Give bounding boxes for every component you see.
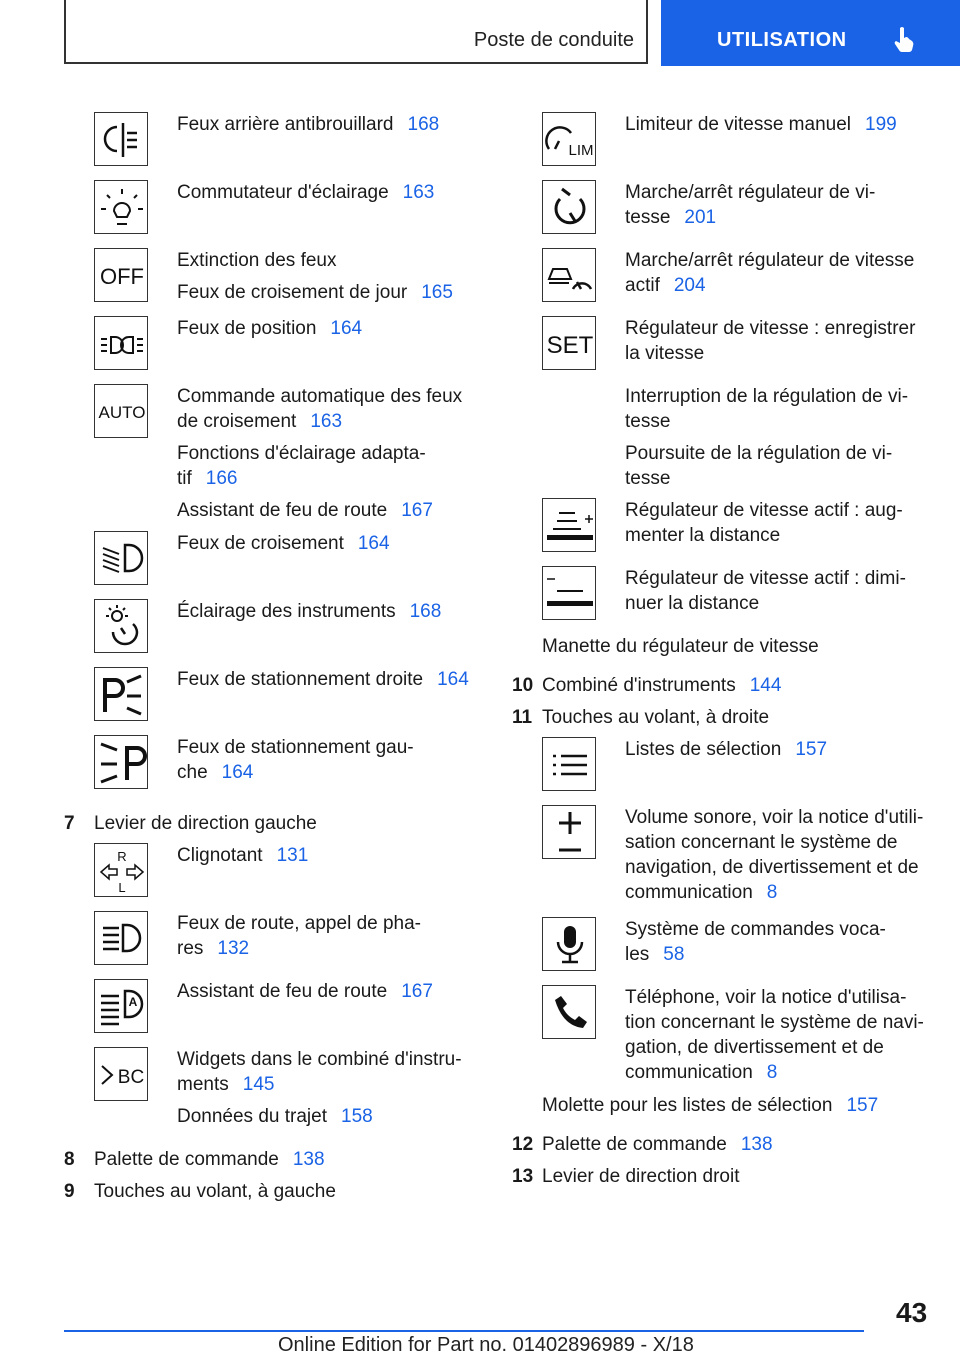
auto-icon <box>94 384 148 438</box>
item-label: Volume sonore, voir la notice d'utili-sation concernant le système de navigation, de divertissement et de communication <box>625 807 924 903</box>
page-ref-link[interactable]: 163 <box>402 182 435 203</box>
numbered-item <box>512 1164 932 1196</box>
page-ref-link[interactable]: 165 <box>421 282 453 303</box>
item-label: Levier de direction droit <box>542 1166 740 1187</box>
page-ref-link[interactable]: 145 <box>242 1074 275 1095</box>
section-title: Poste de conduite <box>473 29 634 51</box>
item-label: Commutateur d'éclairage <box>177 182 389 203</box>
item-label: Poursuite de la régulation de vi-tesse <box>625 443 893 489</box>
list-item <box>512 737 932 793</box>
item-label: Feux de route, appel de pha-res <box>177 913 422 959</box>
item-label: Régulateur de vitesse actif : aug-menter la distance <box>625 500 903 546</box>
rear-fog-light-icon <box>94 112 148 166</box>
page-ref-link[interactable]: 58 <box>663 944 685 965</box>
bc-icon <box>94 1047 148 1101</box>
page-ref-link[interactable]: 199 <box>865 114 897 135</box>
component-label <box>512 634 932 673</box>
footer-edition-text: Online Edition for Part no. 01402896989 - X/18 <box>278 1334 694 1356</box>
numbered-item <box>64 1147 484 1179</box>
volume-icon <box>542 805 596 859</box>
item-label: Fonctions d'éclairage adapta-tif <box>177 443 426 489</box>
item-label: Marche/arrêt régulateur de vi-tesse <box>625 182 876 228</box>
item-label: Interruption de la régulation de vi-tesse <box>625 386 909 432</box>
list-item <box>64 599 484 667</box>
item-label: Feux arrière antibrouillard <box>177 114 394 135</box>
active-cruise-icon <box>542 248 596 302</box>
item-number: 9 <box>64 1181 75 1202</box>
footer-divider <box>64 1330 864 1332</box>
page-ref-link[interactable]: 204 <box>673 275 706 296</box>
item-label: Extinction des feux <box>177 250 337 271</box>
item-number: 12 <box>512 1134 534 1155</box>
microphone-icon <box>542 917 596 971</box>
page-ref-link[interactable]: 138 <box>740 1134 773 1155</box>
item-label: Données du trajet <box>177 1106 327 1127</box>
parking-light-left-icon <box>94 735 148 789</box>
numbered-item <box>64 811 484 843</box>
page-ref-link[interactable]: 132 <box>217 938 250 959</box>
speed-limiter-icon <box>542 112 596 166</box>
high-beam-icon <box>94 911 148 965</box>
item-number: 13 <box>512 1166 534 1187</box>
page-number: 43 <box>896 1297 928 1328</box>
position-light-icon <box>94 316 148 370</box>
instrument-lighting-icon <box>94 599 148 653</box>
page-ref-link[interactable]: 164 <box>357 533 390 554</box>
item-label: Molette pour les listes de sélection <box>542 1095 833 1116</box>
item-label: Palette de commande <box>94 1149 279 1170</box>
numbered-item <box>512 1132 932 1164</box>
list-item <box>512 112 932 180</box>
low-beam-icon <box>94 531 148 585</box>
item-label: Widgets dans le combiné d'instru-ments <box>177 1049 462 1095</box>
svg-text:LIM: LIM <box>568 142 594 159</box>
header-chapter-tab[interactable] <box>661 0 960 66</box>
page-ref-link[interactable]: 8 <box>766 1062 778 1083</box>
item-label: Téléphone, voir la notice d'utilisa-tion concernant le système de navi-gation, de divertissement et de communication <box>625 987 924 1083</box>
item-label: Limiteur de vitesse manuel <box>625 114 851 135</box>
header-section-box <box>64 0 648 64</box>
list-item <box>512 566 932 634</box>
component-label <box>512 1093 932 1132</box>
svg-text:A: A <box>128 995 138 1009</box>
high-beam-assist-icon <box>94 979 148 1033</box>
list-item <box>512 248 932 316</box>
list-item <box>64 112 484 180</box>
page-ref-link[interactable]: 166 <box>205 468 238 489</box>
item-label: Régulateur de vitesse : enregistrer la vitesse <box>625 318 916 364</box>
page-ref-link[interactable]: 164 <box>221 762 254 783</box>
list-item <box>64 843 484 911</box>
list-item <box>64 735 484 811</box>
page-ref-link[interactable]: 157 <box>795 739 828 760</box>
page-ref-link[interactable]: 144 <box>749 675 782 696</box>
phone-icon <box>542 985 596 1039</box>
set-icon <box>542 316 596 370</box>
item-number: 7 <box>64 813 75 834</box>
turn-signal-icon <box>94 843 148 897</box>
item-label: Palette de commande <box>542 1134 727 1155</box>
list-item <box>64 180 484 248</box>
distance-increase-icon <box>542 498 596 552</box>
list-item <box>64 1047 484 1147</box>
cruise-control-icon <box>542 180 596 234</box>
list-item <box>64 248 484 316</box>
pointing-hand-icon <box>894 26 916 52</box>
list-item <box>512 180 932 248</box>
list-item <box>64 667 484 735</box>
item-label: Commande automatique des feux de croisement <box>177 386 463 432</box>
item-label: Feux de croisement de jour <box>177 282 408 303</box>
item-label: Assistant de feu de route <box>177 500 388 521</box>
list-item <box>512 805 932 917</box>
list-item <box>512 316 932 384</box>
page-ref-link[interactable]: 167 <box>401 500 433 521</box>
list-item <box>512 917 932 985</box>
page-ref-link[interactable]: 8 <box>766 882 778 903</box>
item-number: 10 <box>512 675 534 696</box>
item-label: Marche/arrêt régulateur de vitesse actif <box>625 250 915 296</box>
off-icon <box>94 248 148 302</box>
list-icon <box>542 737 596 791</box>
parking-light-right-icon <box>94 667 148 721</box>
svg-text:OFF: OFF <box>100 264 144 289</box>
item-label: Touches au volant, à gauche <box>94 1181 336 1202</box>
item-label: Feux de stationnement gau-che <box>177 737 414 783</box>
page-ref-link[interactable]: 164 <box>437 669 469 690</box>
page-ref-link[interactable]: 168 <box>407 114 440 135</box>
list-item <box>64 316 484 384</box>
page-ref-link[interactable]: 158 <box>341 1106 373 1127</box>
numbered-item <box>512 705 932 737</box>
list-item <box>64 384 484 531</box>
item-number: 11 <box>512 707 533 728</box>
numbered-item <box>64 1179 484 1211</box>
item-label: Éclairage des instruments <box>177 601 396 622</box>
item-label: Levier de direction gauche <box>94 813 317 834</box>
svg-text:BC: BC <box>117 1067 145 1088</box>
svg-text:SET: SET <box>546 332 594 359</box>
item-number: 8 <box>64 1149 75 1170</box>
distance-decrease-icon <box>542 566 596 620</box>
item-label: Feux de position <box>177 318 317 339</box>
list-item <box>64 979 484 1047</box>
chapter-title: UTILISATION <box>717 29 847 51</box>
svg-text:AUTO: AUTO <box>98 403 146 422</box>
item-label: Système de commandes voca-les <box>625 919 886 965</box>
item-label: Listes de sélection <box>625 739 782 760</box>
page-ref-link[interactable]: 164 <box>330 318 363 339</box>
page-ref-link[interactable]: 131 <box>276 845 309 866</box>
list-item <box>512 498 932 566</box>
item-label: Feux de stationnement droite <box>177 669 424 690</box>
right-column <box>512 112 932 1196</box>
page-ref-link[interactable]: 163 <box>310 411 343 432</box>
item-label: Feux de croisement <box>177 533 344 554</box>
left-column <box>64 112 484 1211</box>
svg-text:L: L <box>118 880 126 895</box>
item-label: Touches au volant, à droite <box>542 707 770 728</box>
item-label: Manette du régulateur de vitesse <box>542 636 819 657</box>
list-item <box>512 384 932 498</box>
light-switch-icon <box>94 180 148 234</box>
list-item <box>512 985 932 1093</box>
page-ref-link[interactable]: 157 <box>846 1095 879 1116</box>
page-ref-link[interactable]: 168 <box>409 601 442 622</box>
item-label: Clignotant <box>177 845 263 866</box>
list-item <box>64 531 484 599</box>
numbered-item <box>512 673 932 705</box>
page-ref-link[interactable]: 138 <box>292 1149 325 1170</box>
page-ref-link[interactable]: 201 <box>684 207 717 228</box>
page-ref-link[interactable]: 167 <box>401 981 433 1002</box>
list-item <box>64 911 484 979</box>
item-label: Combiné d'instruments <box>542 675 736 696</box>
item-label: Assistant de feu de route <box>177 981 388 1002</box>
svg-text:R: R <box>117 849 127 864</box>
item-label: Régulateur de vitesse actif : dimi-nuer la distance <box>625 568 906 614</box>
